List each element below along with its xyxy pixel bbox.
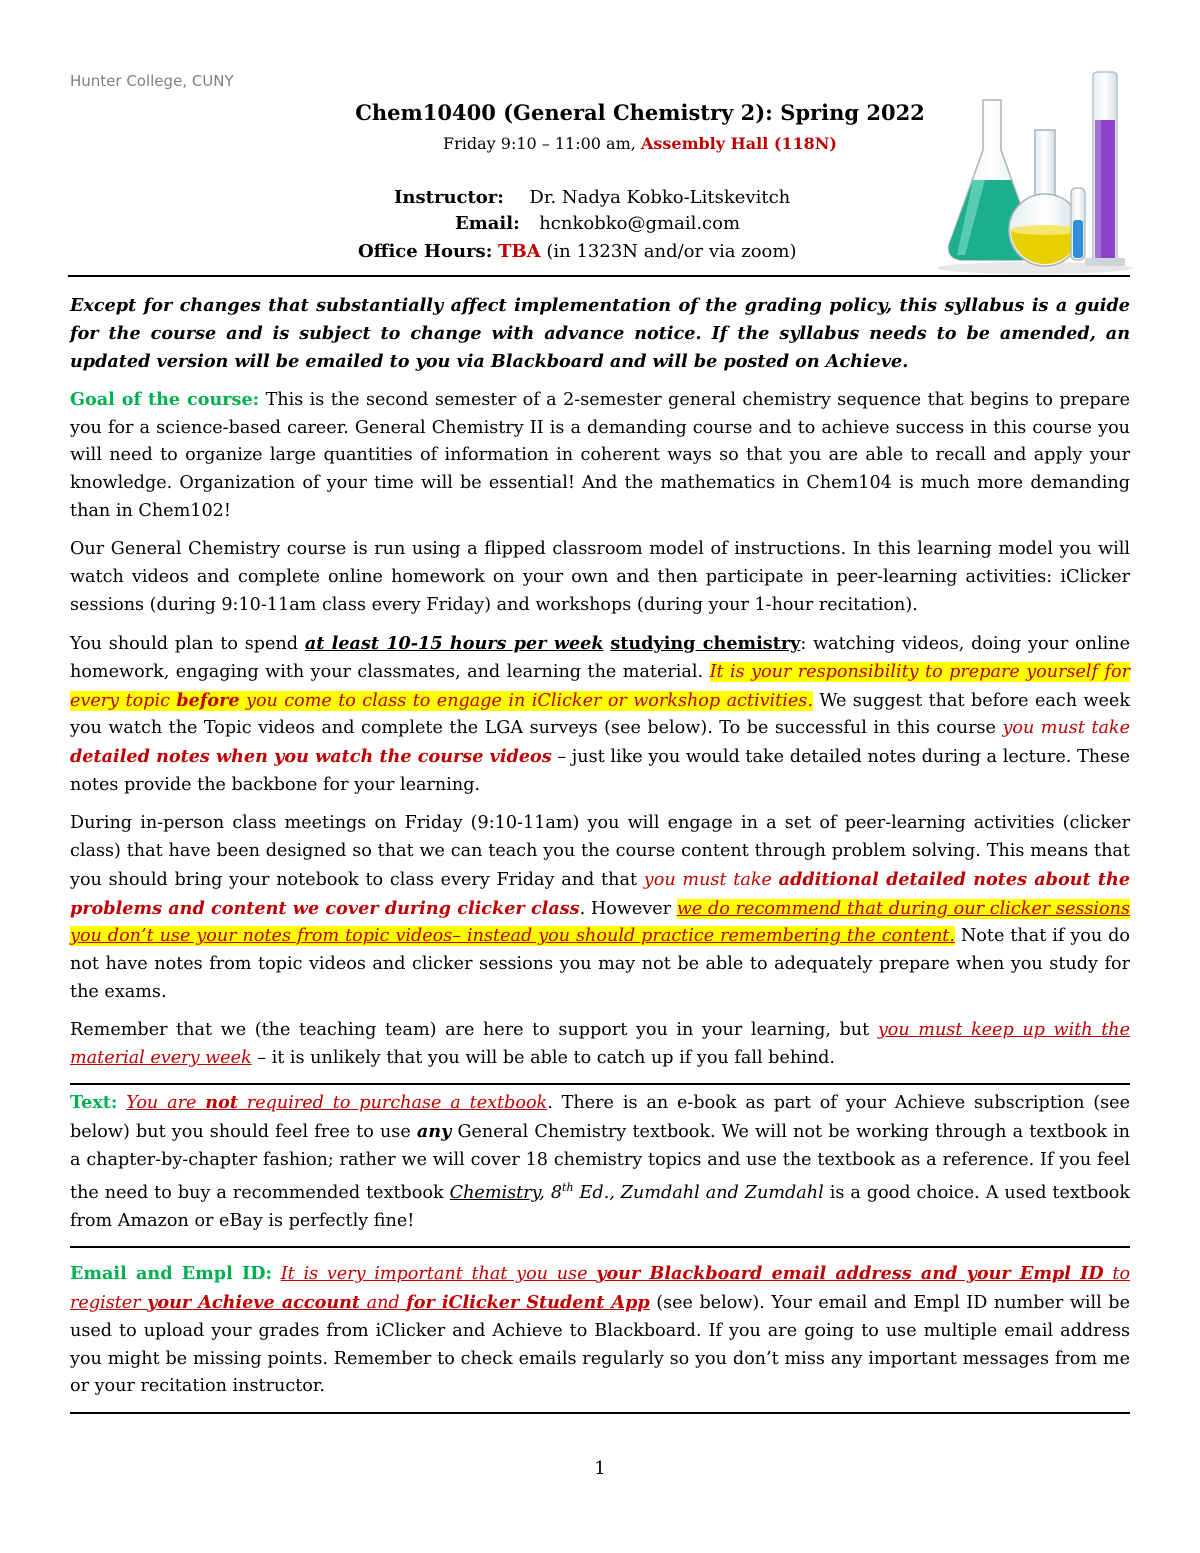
plan-text-h: We suggest that before each week you watch the Topic videos and complete the LGA surveys (see below). To be successful in this course <box>70 690 1130 739</box>
email-section-divider-bottom <box>70 1412 1130 1414</box>
page-number: 1 <box>594 1458 606 1479</box>
goal-paragraph <box>70 386 1130 526</box>
flipped-classroom-paragraph: Our General Chemistry course is run using a flipped classroom model of instructions. In this learning model you will watch videos and complete online homework on your own and then participate in peer-learning activities: iClicker sessions (during 9:10-11am class every Friday) and workshops (during your 1-hour recitation). <box>70 539 1130 615</box>
email-section: Email and Empl ID: It is very important that you use your Blackboard email address and your Empl ID to register your Achieve account and for iClicker Student App (see below). Your email and Empl ID number will be used to upload your grades from iClicker and Achieve to Blackboard. If you are going to use multiple email address you might be missing points. Remember to check emails regularly so you don’t miss any important messages from me or your recitation instructor. <box>70 1263 1131 1397</box>
inperson-additional-notes: additional detailed notes about the problems and content we cover during clicker class <box>70 868 1131 919</box>
schedule-room: Assembly Hall (118N) <box>640 134 837 153</box>
syllabus-body <box>70 292 1130 1428</box>
study-plan-paragraph <box>70 630 1130 800</box>
plan-responsibility: It is your responsibility to prepare yourself for every topic before you come to class to engage in iClicker or workshop activities. <box>70 661 1130 711</box>
course-title: Chem10400 (General Chemistry 2): Spring 2022 <box>355 100 925 125</box>
text-section-divider-top <box>70 1083 1130 1085</box>
textbook-authors: Ed., Zumdahl and Zumdahl <box>579 1183 824 1204</box>
text-no-purchase: You are not required to purchase a textbook <box>126 1092 548 1114</box>
inperson-must-take: you must take <box>643 869 772 890</box>
textbook-title: Chemistry <box>449 1183 540 1204</box>
plan-detailed-notes: detailed notes when you watch the course videos <box>70 746 552 768</box>
email-section-important: It is very important that you use your Blackboard email address and your Empl ID to register your Achieve account and for iClicker Student App <box>70 1263 1131 1314</box>
plan-text-a: You should plan to spend <box>70 633 299 654</box>
course-schedule <box>250 134 1030 153</box>
chemistry-flasks-image <box>935 70 1135 275</box>
text-section: Text: You are not required to purchase a textbook. There is an e-book as part of your Achieve subscription (see below) but you should feel free to use any General Chemistry textbook. We will not be working through a textbook in a chapter-by-chapter fashion; rather we will cover 18 chemistry topics and use the textbook as a reference. If you feel the need to buy a recommended textbook Chemistry, 8th Ed., Zumdahl and Zumdahl is a good choice. A used textbook from Amazon or eBay is perfectly fine! <box>70 1092 1131 1232</box>
plan-must-take: you must take <box>1002 718 1131 739</box>
instructor-name: Dr. Nadya Kobko-Litskevitch <box>529 187 791 208</box>
goal-label: Goal of the course: <box>70 388 260 410</box>
plan-studying: studying chemistry <box>610 632 801 654</box>
remember-paragraph: Remember that we (the teaching team) are here to support you in your learning, but you must keep up with the material every week – it is unlikely that you will be able to catch up if you fall behind. <box>70 1020 1131 1068</box>
office-hours-tba: TBA <box>498 241 541 262</box>
inperson-recommendation: we do recommend that during our clicker sessions you don’t use your notes from topic videos– instead you should practice remembering the content. <box>70 898 1131 947</box>
instructor-label: Instructor: <box>394 187 504 208</box>
disclaimer-paragraph: Except for changes that substantially affect implementation of the grading policy, this syllabus is a guide for the course and is subject to change with advance notice. If the syllabus needs to be amended, an updated version will be emailed to you via Blackboard and will be posted on Achieve. <box>70 295 1130 372</box>
in-person-paragraph: During in-person class meetings on Friday (9:10-11am) you will engage in a set of peer-learning activities (clicker class) that have been designed so that we can teach you the course content through problem solving. This means that you should bring your notebook to class every Friday and that you must take additional detailed notes about the problems and content we cover during clicker class. However we do recommend that during our clicker sessions you don’t use your notes from topic videos– instead you should practice remembering the content. Note that if you do not have notes from topic videos and clicker sessions you may not be able to adequately prepare when you study for the exams. <box>70 813 1131 1002</box>
office-hours-row <box>358 241 796 262</box>
plan-hours: at least 10-15 hours per week <box>304 632 604 654</box>
institution-name: Hunter College, CUNY <box>70 72 234 90</box>
goal-text: This is the second semester of a 2-semester general chemistry sequence that begins to prepare you for a science-based career. General Chemistry II is a demanding course and to achieve success in this course you will need to organize large quantities of information in coherent ways so that you are able to recall and apply your knowledge. Organization of your time will be essential! And the mathematics in Chem104 is much more demanding than in Chem102! <box>70 389 1130 521</box>
instructor-row <box>394 187 790 208</box>
email-row <box>455 213 740 234</box>
text-section-label: Text: <box>70 1092 118 1114</box>
email-label: Email: <box>455 213 520 234</box>
inperson-text-a: During in-person class meetings on Friday (9:10-11am) you will engage in a set of peer-learning activities (clicker class) that have been designed so that we can teach you the course content through problem solving. This means that you should bring your notebook to class every Friday and that <box>70 813 1130 890</box>
header-divider <box>68 275 1130 277</box>
email-section-divider-top <box>70 1246 1130 1248</box>
office-hours-location: (in 1323N and/or via zoom) <box>546 241 797 262</box>
email-address[interactable]: hcnkobko@gmail.com <box>539 213 741 234</box>
schedule-time: Friday 9:10 – 11:00 am, <box>442 134 636 153</box>
email-section-label: Email and Empl ID: <box>70 1263 273 1285</box>
office-hours-label: Office Hours: <box>358 241 493 262</box>
inperson-text-f: Note that if you do not have notes from topic videos and clicker sessions you may not be able to adequately prepare when you study for the exams. <box>70 926 1130 1002</box>
remember-keep-up: you must keep up with the material every week <box>70 1020 1131 1068</box>
plan-text-k: – just like you would take detailed notes during a lecture. These notes provide the backbone for your learning. <box>70 747 1130 795</box>
plan-text-d: : watching videos, doing your online homework, engaging with your classmates, and learning the material. <box>70 633 1130 682</box>
